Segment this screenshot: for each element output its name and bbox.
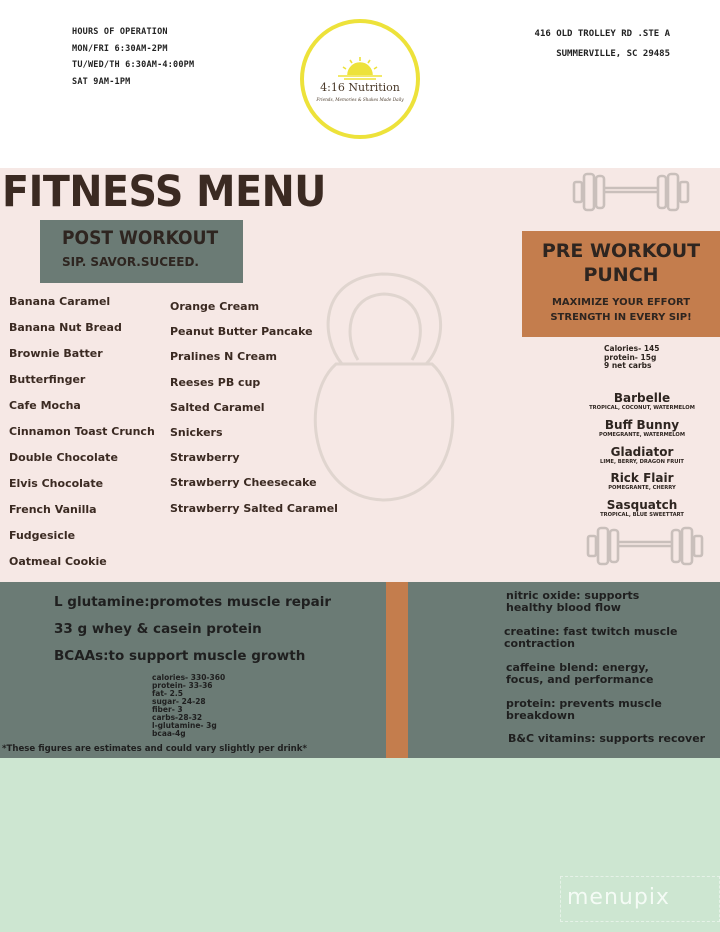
punch-name: Buff Bunny [604,418,680,432]
address-line: 416 OLD TROLLEY RD .STE A [534,29,670,39]
flavor-item: Double Chocolate [9,451,118,464]
nutrition-line: bcaa-4g [152,729,186,738]
footer [0,758,720,932]
pre-workout-info-panel [408,582,720,758]
pre-benefit-line: B&C vitamins: supports recover [508,732,706,745]
pre-benefit-line: breakdown [506,709,575,722]
stat-line: Calories- 145 [604,344,660,353]
fitness-menu [0,168,720,582]
benefit-line: 33 g whey & casein protein [54,621,262,637]
pre-benefit-line: caffeine blend: energy, [506,661,649,674]
benefit-line: BCAAs:to support muscle growth [54,648,306,664]
punch-name: Barbelle [613,391,671,405]
nutrition-line: calories- 330-360 [152,673,226,682]
punch-item [572,419,712,438]
pre-benefit [504,626,677,650]
barbell-icon [580,522,710,570]
pre-benefit [506,590,639,614]
punch-name: Sasquatch [606,498,678,512]
nutrition-line: l-glutamine- 3g [152,721,217,730]
punch-desc: POMEGRANTE, CHERRY [608,485,676,491]
punch-item [572,446,712,465]
pre-workout-title: PUNCH [583,264,659,286]
barbell-icon [566,168,696,216]
punch-name: Rick Flair [610,471,674,485]
flavor-item: Strawberry Cheesecake [170,476,317,490]
hours-line: MON/FRI 6:30AM-2PM [72,43,168,54]
flavor-item: French Vanilla [9,503,97,516]
flavor-item: Peanut Butter Pancake [170,325,313,339]
post-workout-info-panel [0,582,386,758]
divider-stripe [386,582,408,758]
post-workout-title: POST WORKOUT [62,227,219,249]
flavor-item: Fudgesicle [9,529,76,542]
logo-name: 4:16 Nutrition [320,81,400,94]
sunrise-icon [304,23,416,135]
disclaimer: *These figures are estimates and could vary slightly per drink* [2,744,307,754]
pre-workout-subtitle-line: STRENGTH IN EVERY SIP! [550,312,692,323]
pre-workout-subtitle [522,295,720,325]
stat-line: protein- 15g [604,352,657,362]
punch-desc: LIME, BERRY, DRAGON FRUIT [600,459,684,465]
punch-item [572,499,712,518]
flavor-item: Banana Nut Bread [9,321,122,334]
nutrition-line: fiber- 3 [152,705,183,714]
pre-benefit [506,698,662,722]
pre-benefit-line: healthy blood flow [506,601,621,614]
flavor-item: Butterfinger [9,373,86,386]
watermark: menupix [560,876,720,922]
flavor-item: Orange Cream [170,300,260,313]
logo [300,19,420,139]
hours-of-operation [72,24,194,90]
punch-item [572,472,712,491]
nutrition-line: fat- 2.5 [152,689,183,698]
flavor-list-col2 [170,294,338,521]
flavor-item: Cafe Mocha [9,399,81,412]
pre-workout-banner [522,231,720,337]
pre-workout-subtitle-line: MAXIMIZE YOUR EFFORT [551,297,691,308]
pre-benefit [508,733,705,745]
pre-benefit-line: focus, and performance [506,673,654,686]
flavor-item: Snickers [170,426,223,440]
post-workout-banner [40,220,243,283]
flavor-item: Reeses PB cup [170,375,261,389]
menu-title: FITNESS MENU [2,168,326,217]
punch-desc: POMEGRANTE, WATERMELOM [599,432,685,438]
flavor-list-col1 [9,289,155,575]
flavor-item: Salted Caramel [170,400,265,414]
pre-workout-stats [604,345,660,371]
nutrition-facts [152,674,225,738]
pre-benefit-line: creatine: fast twitch muscle [504,625,678,638]
hours-line: SAT 9AM-1PM [72,76,131,87]
pre-workout-title: PRE WORKOUT [541,240,701,262]
nutrition-line: sugar- 24-28 [152,697,206,706]
post-workout-subtitle: SIP. SAVOR.SUCEED. [62,255,199,269]
pre-benefit-line: nitric oxide: supports [506,589,640,602]
header [0,0,720,168]
flavor-item: Strawberry Salted Caramel [170,501,338,515]
punch-desc: TROPICAL, COCONUT, WATERMELOM [589,405,695,411]
flavor-item: Brownie Batter [9,347,103,360]
punch-desc: TROPICAL, BLUE SWEETTART [600,512,684,518]
pre-benefit [506,662,653,686]
address-line: SUMMERVILLE, SC 29485 [556,49,670,59]
stat-line: 9 net carbs [604,361,652,370]
nutrition-line: carbs-28-32 [152,713,203,722]
flavor-item: Elvis Chocolate [9,477,104,490]
hours-heading: HOURS OF OPERATION [72,27,168,37]
flavor-item: Strawberry [170,451,240,465]
flavor-item: Oatmeal Cookie [9,555,107,568]
flavor-item: Cinnamon Toast Crunch [9,425,155,438]
flavor-item: Banana Caramel [9,295,111,308]
benefit-line: L glutamine:promotes muscle repair [54,594,331,610]
pre-benefit-line: contraction [504,637,575,650]
pre-benefit-line: protein: prevents muscle [506,697,662,710]
punch-item [572,392,712,411]
logo-tagline: Friends, Memories & Shakes Made Daily [316,97,404,102]
address [535,24,670,64]
punch-name: Gladiator [610,445,674,459]
flavor-item: Pralines N Cream [170,350,277,364]
nutrition-line: protein- 33-36 [152,681,213,690]
hours-line: TU/WED/TH 6:30AM-4:00PM [72,60,195,70]
